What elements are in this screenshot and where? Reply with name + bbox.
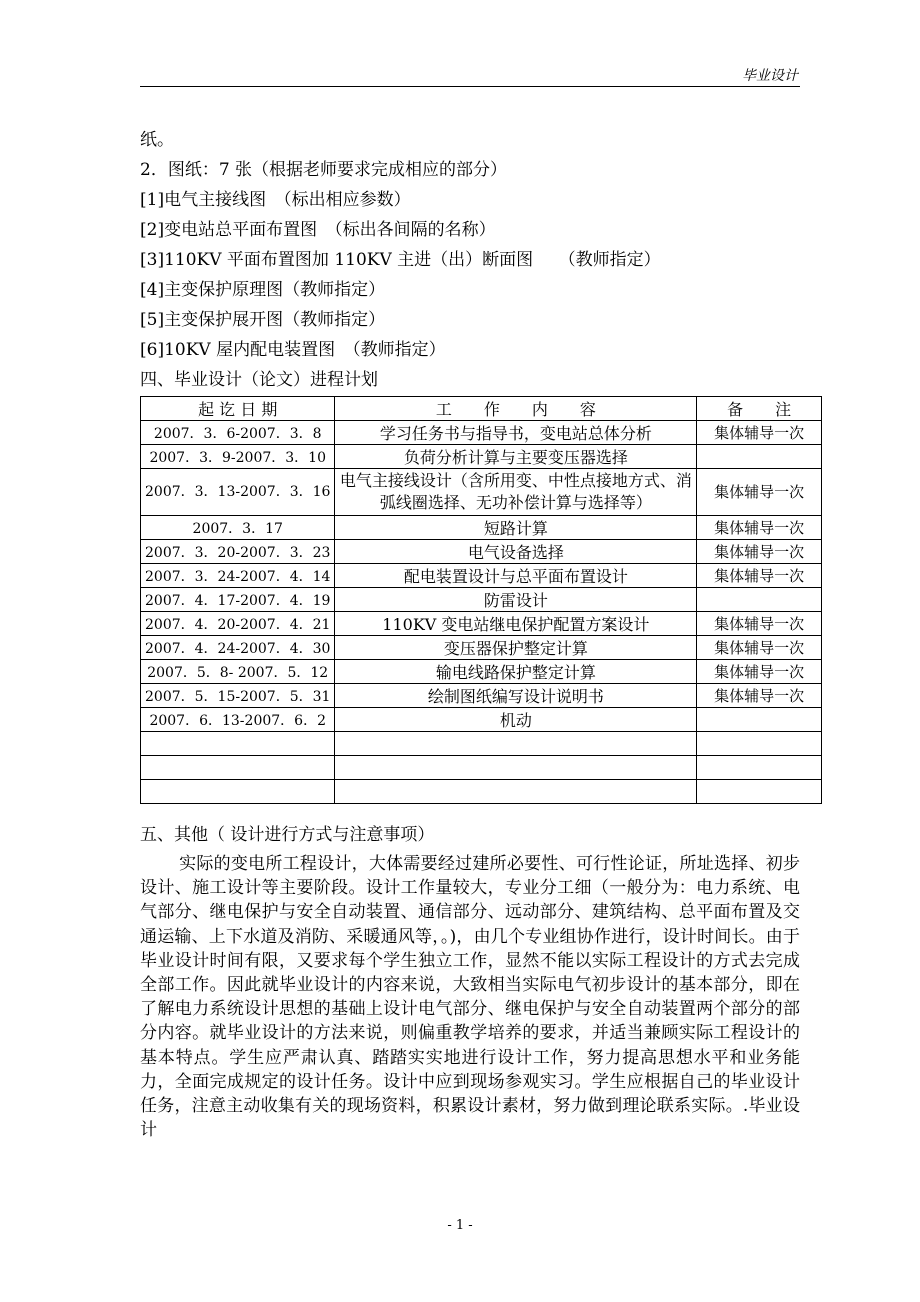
cell-content: 输电线路保护整定计算 [335, 660, 697, 684]
cell-note [697, 445, 822, 469]
cell-note [697, 732, 822, 756]
cell-content: 110KV 变电站继电保护配置方案设计 [335, 612, 697, 636]
text-line: 纸。 [140, 130, 174, 150]
section4-heading: 四、毕业设计（论文）进程计划 [140, 370, 378, 390]
table-row [141, 516, 822, 540]
cell-note: 集体辅导一次 [697, 540, 822, 564]
section5-body: 实际的变电所工程设计，大体需要经过建所必要性、可行性论证，所址选择、初步设计、施工设计等主要阶段。设计工作量较大，专业分工细（一般分为：电力系统、电气部分、继电保护与安全自动装置、通信部分、远动部分、建筑结构、总平面布置及交通运输、上下水道及消防、采暖通风等，。)，由几个专业组协作进行，设计时间长。由于毕业设计时间有限，又要求每个学生独立工作，显然不能以实际工程设计的方式去完成全部工作。因此就毕业设计的内容来说，大致相当实际电气初步设计的基本部分，即在了解电力系统设计思想的基础上设计电气部分、继电保护与安全自动装置两个部分的部分内容。就毕业设计的方法来说，则偏重教学培养的要求，并适当兼顾实际工程设计的基本特点。学生应严肃认真、踏踏实实地进行设计工作，努力提高思想水平和业务能力，全面完成规定的设计任务。设计中应到现场参观实习。学生应根据自己的毕业设计任务，注意主动收集有关的现场资料，积累设计素材，努力做到理论联系实际。.毕业设计 [140, 854, 800, 1141]
cell-note [697, 708, 822, 732]
section5-heading: 五、其他（ 设计进行方式与注意事项） [140, 825, 435, 845]
cell-note [697, 780, 822, 804]
cell-date [141, 780, 335, 804]
cell-note: 集体辅导一次 [697, 660, 822, 684]
cell-content: 防雷设计 [335, 588, 697, 612]
cell-date: 2007．3．24-2007．4．14 [141, 564, 335, 588]
column-header-content: 工 作 内 容 [335, 397, 697, 421]
cell-date: 2007．3．20-2007．3．23 [141, 540, 335, 564]
table-row [141, 540, 822, 564]
cell-content: 短路计算 [335, 516, 697, 540]
cell-content: 电气主接线设计（含所用变、中性点接地方式、消弧线圈选择、无功补偿计算与选择等） [335, 469, 697, 516]
header-rule [140, 86, 800, 87]
cell-date: 2007．5．15-2007．5．31 [141, 684, 335, 708]
column-header-note: 备 注 [697, 397, 822, 421]
cell-note: 集体辅导一次 [697, 564, 822, 588]
cell-date [141, 756, 335, 780]
cell-note: 集体辅导一次 [697, 516, 822, 540]
cell-note: 集体辅导一次 [697, 684, 822, 708]
table-row [141, 564, 822, 588]
table-row [141, 708, 822, 732]
cell-date: 2007．4．17-2007．4．19 [141, 588, 335, 612]
cell-date: 2007．3．17 [141, 516, 335, 540]
table-row [141, 636, 822, 660]
cell-note [697, 756, 822, 780]
cell-date: 2007．4．24-2007．4．30 [141, 636, 335, 660]
cell-content: 绘制图纸编写设计说明书 [335, 684, 697, 708]
cell-content: 学习任务书与指导书，变电站总体分析 [335, 421, 697, 445]
cell-note: 集体辅导一次 [697, 636, 822, 660]
schedule-table [140, 396, 822, 804]
cell-date: 2007．3．13-2007．3．16 [141, 469, 335, 516]
table-row-empty [141, 756, 822, 780]
text-line: [6]10KV 屋内配电装置图 （教师指定） [140, 340, 446, 360]
table-row [141, 588, 822, 612]
text-line: [1]电气主接线图 （标出相应参数） [140, 190, 411, 210]
cell-note: 集体辅导一次 [697, 469, 822, 516]
cell-content: 机动 [335, 708, 697, 732]
page-number: - 1 - [447, 1218, 473, 1233]
table-row [141, 421, 822, 445]
cell-content: 负荷分析计算与主要变压器选择 [335, 445, 697, 469]
cell-content: 配电装置设计与总平面布置设计 [335, 564, 697, 588]
cell-note: 集体辅导一次 [697, 421, 822, 445]
cell-content [335, 756, 697, 780]
cell-date: 2007．3．6-2007．3．8 [141, 421, 335, 445]
cell-note: 集体辅导一次 [697, 612, 822, 636]
cell-date: 2007．4．20-2007．4．21 [141, 612, 335, 636]
cell-note [697, 588, 822, 612]
cell-date: 2007．3．9-2007．3．10 [141, 445, 335, 469]
table-row [141, 469, 822, 516]
table-row [141, 684, 822, 708]
table-row [141, 660, 822, 684]
header-title: 毕业设计 [742, 68, 798, 84]
table-row [141, 612, 822, 636]
cell-content [335, 732, 697, 756]
text-line: [5]主变保护展开图（教师指定） [140, 310, 386, 330]
cell-date [141, 732, 335, 756]
text-line: [4]主变保护原理图（教师指定） [140, 280, 386, 300]
table-header-row [141, 397, 822, 421]
cell-date: 2007．5．8- 2007．5．12 [141, 660, 335, 684]
cell-date: 2007．6．13-2007．6．2 [141, 708, 335, 732]
text-line: [3]110KV 平面布置图加 110KV 主进（出）断面图 （教师指定） [140, 250, 661, 270]
table-row-empty [141, 780, 822, 804]
table-row-empty [141, 732, 822, 756]
cell-content [335, 780, 697, 804]
cell-content: 电气设备选择 [335, 540, 697, 564]
text-line: 2．图纸：7 张（根据老师要求完成相应的部分） [140, 160, 508, 180]
table-row [141, 445, 822, 469]
column-header-date: 起 讫 日 期 [141, 397, 335, 421]
cell-content: 变压器保护整定计算 [335, 636, 697, 660]
text-line: [2]变电站总平面布置图 （标出各间隔的名称） [140, 220, 496, 240]
